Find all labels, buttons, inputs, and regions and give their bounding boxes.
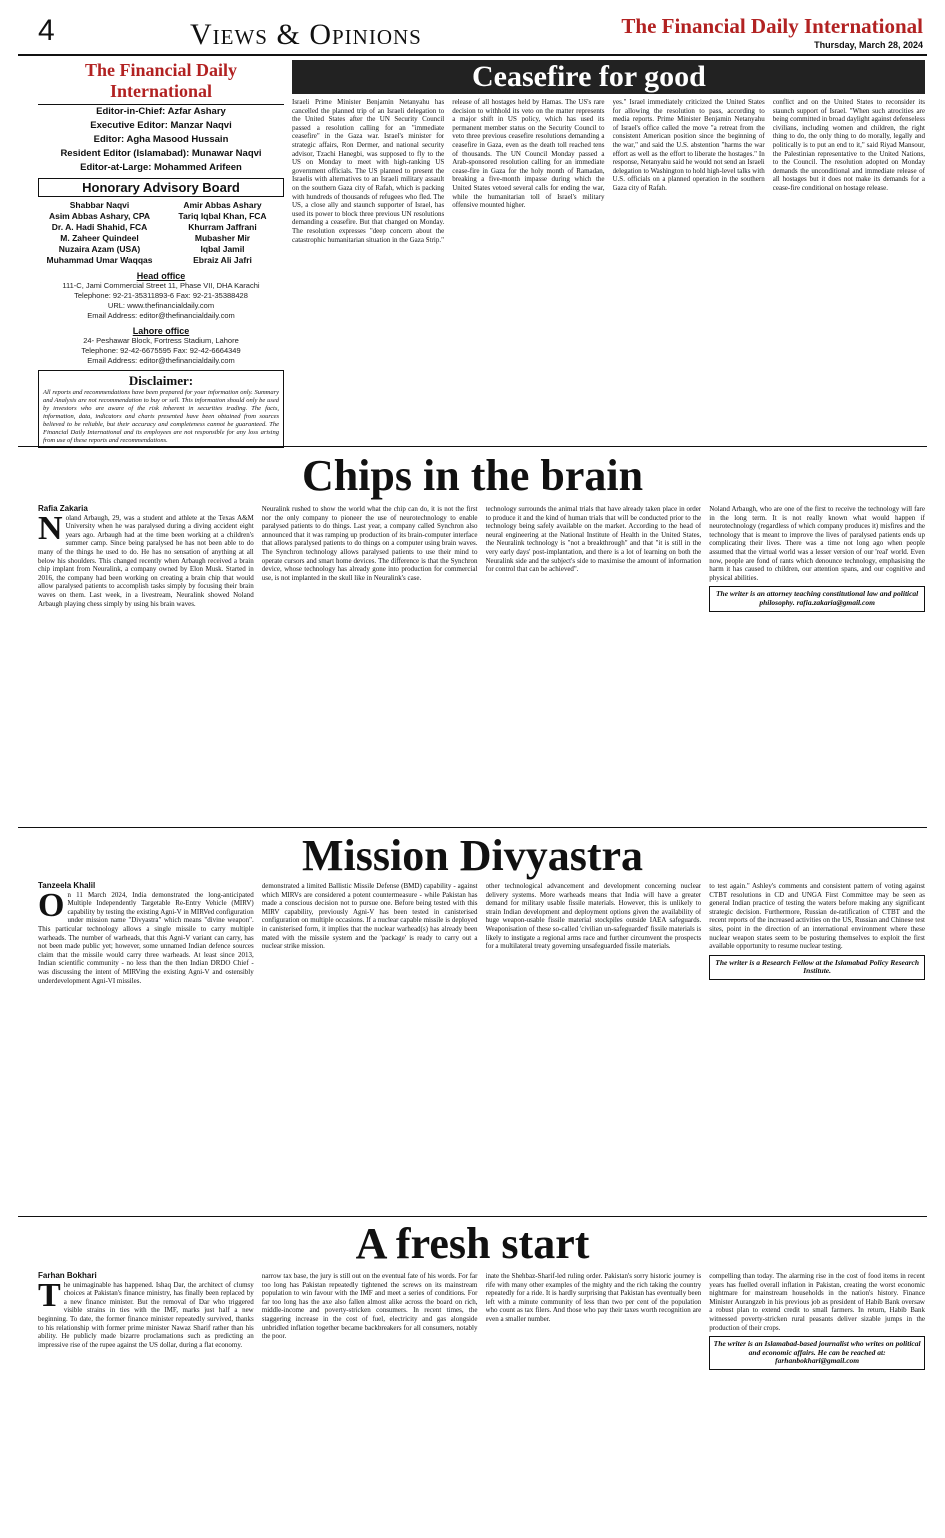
dropcap: N bbox=[38, 509, 63, 547]
advisor: Ebraiz Ali Jafri bbox=[193, 255, 252, 265]
divider bbox=[18, 446, 927, 447]
column-text: Noland Arbaugh, who are one of the first to receive the technology will fare in the long term. It is not really known what would happen if neurotechnology (regardless of which company produces it) misfires and the technology that is meant to improve the lives of paralysed patients ends up complicating their lives. There was a time not long ago when people assumed that the virtual world was a lesser version of our 'real' world. Even now, people are fond of rants which denounce technology, emphasising the harm it has caused to children, our attention spans, and our cognitive and physical abilities. bbox=[709, 505, 925, 582]
column-text: to test again." Ashley's comments and consistent pattern of voting against CTBT resolutions in CD and UNGA First Committee may be seen as general Indian practice of testing the waters before making any significant strategic decision. Furthermore, Russian de-ratification of CTBT and the recent reports of the increased activities on the US, Russian and Chinese test sites, point in the direction of an international environment where these nuclear weapon states seem to be posturing themselves to exploit the first available opportunity to resume nuclear testing. bbox=[709, 882, 925, 951]
lahore-office-line: Telephone: 92-42-6675595 Fax: 92-42-6664349 bbox=[81, 346, 241, 355]
article-column bbox=[709, 505, 925, 823]
paper-name: The Financial Daily International bbox=[621, 14, 923, 38]
article-column bbox=[709, 1272, 925, 1530]
article-column bbox=[486, 882, 702, 1212]
advisor: M. Zaheer Quindeel bbox=[60, 233, 139, 243]
column-text: other technological advancement and development concerning nuclear delivery systems. More warheads means that India will have a greater demand for military usable fissile materials. However, this is unlikely to strain Indian development and deployment options given the availability of huge weapon-usable fissile material stockpiles outside IAEA safeguards. Weaponisation of these so-called 'civilian un-safeguarded' fissile materials is likely to instigate a regional arms race and further circumvent the prospects for a multilateral treaty governing unsafeguarded fissile materials. bbox=[485, 882, 702, 951]
dropcap: T bbox=[38, 1276, 61, 1314]
editorial-column bbox=[613, 98, 765, 440]
column-text: oland Arbaugh, 29, was a student and athlete at the Texas A&M University when he was paralysed during a diving accident eight years ago. Arbaugh had at the time been working at a children's summer camp. Since being paralysed he has not been able to do many of the things he used to do. He has no sensation of anything at all below his shoulders. This changed recently when Arbaugh received a brain chip implant from Neuralink, a company owned by Elon Musk. Started in 2016, the company had been working on creating a brain chip that would allow paralysed patients to accomplish tasks simply by focusing their brain waves on them. Last week, in a livestream, Neuralink showed Noland Arbaugh playing chess simply by using his brain waves. bbox=[38, 513, 254, 608]
resident-editor: Resident Editor (Islamabad): Munawar Naqvi bbox=[60, 148, 262, 159]
advisory-left bbox=[38, 200, 161, 266]
disclaimer-heading: Disclaimer: bbox=[128, 373, 194, 388]
advisor: Mubasher Mir bbox=[194, 233, 251, 243]
article-column bbox=[262, 505, 478, 823]
masthead bbox=[38, 60, 284, 444]
editorial-body bbox=[292, 98, 925, 440]
lahore-office-email[interactable]: Email Address: editor@thefinancialdaily.com bbox=[87, 356, 235, 365]
column-text: narrow tax base, the jury is still out on the eventual fate of his words. For far too long has Pakistan repeatedly tightened the screws on its mainstream population to win favour with the IMF and meet a series of conditions. For far too long has the axe also fallen almost alike across the board on rich, middle-income and poverty-stricken consumers. In recent times, the staggering increase in the cost of fuel, electricity and gas alongside unbridled inflation together became backbreakers for all consumers, notably the poor. bbox=[261, 1272, 478, 1341]
article-headline: A fresh start bbox=[355, 1219, 590, 1268]
author-bio: The writer is a Research Fellow at the Islamabad Policy Research Institute. bbox=[709, 955, 925, 980]
section-title: Views & Opinions bbox=[190, 18, 422, 51]
advisor: Nuzaira Azam (USA) bbox=[58, 244, 141, 254]
editor-in-chief: Editor-in-Chief: Azfar Ashary bbox=[96, 106, 226, 117]
advisor: Iqbal Jamil bbox=[200, 244, 245, 254]
editor-at-large: Editor-at-Large: Mohammed Arifeen bbox=[80, 162, 242, 173]
byline: Tanzeela Khalil bbox=[38, 882, 96, 890]
divider bbox=[18, 1216, 927, 1217]
lahore-office-line: 24- Peshawar Block, Fortress Stadium, Lahore bbox=[83, 336, 239, 345]
article-headline: Chips in the brain bbox=[301, 451, 644, 500]
column-text: conflict and on the United States to reconsider its staunch support of Israel. "When such atrocities are being committed in broad daylight against defenseless civilians, including women and children, the right thing to do, the only thing to do morally, legally and politically is to put an end to it," said Riyad Mansour, the Palestinian representative to the United Nations, to the Council. The resolution adopted on Monday demands the unconditional and immediate release of all hostages but it does not make its demands for a cease-fire conditional on hostage release. bbox=[772, 98, 925, 192]
head-office-line: 111-C, Jami Commercial Street 11, Phase VII, DHA Karachi bbox=[62, 281, 260, 290]
advisor: Shabbar Naqvi bbox=[69, 200, 130, 210]
column-text: release of all hostages held by Hamas. The US's rare decision to withhold its veto on the matter represents a major shift in US policy, which has used its permanent member status on the Security Council to veto three previous ceasefire resolutions demanding a ceasefire in Gaza, even as the death toll reached tens of thousands. The UN Council Monday passed a Arab-sponsored resolution calling for an immediate cease-fire in Gaza for the holy month of Ramadan, breaking a five-month impasse during which the United States vetoed several calls for ending the war, while the humanitarian toll of Israel's military offensive mounted higher. bbox=[452, 98, 605, 210]
advisor: Tariq Iqbal Khan, FCA bbox=[178, 211, 267, 221]
head-office-url[interactable]: URL: www.thefinancialdaily.com bbox=[107, 301, 215, 310]
byline: Farhan Bokhari bbox=[38, 1272, 97, 1280]
advisory-board bbox=[38, 200, 284, 266]
article-column bbox=[38, 1272, 254, 1530]
executive-editor: Executive Editor: Manzar Naqvi bbox=[90, 120, 232, 131]
article-headline: Mission Divyastra bbox=[302, 831, 643, 880]
header-rule bbox=[18, 54, 927, 56]
column-text: technology surrounds the animal trials that have already taken place in order to produce it and the kind of human trials that will be conducted prior to the technology being safely available on the market. According to the head of neural engineering at the National Institute of Health in the United States, the Neuralink technology is "not a breakthrough" and that "it is still in the very early days' post-implantation, and there is a lot of learning on both the Neuralink side and the subject's side to maximise the amount of information for control that can be achieved". bbox=[485, 505, 702, 574]
column-text: Israeli Prime Minister Benjamin Netanyahu has cancelled the planned trip of an Israeli delegation to the United States after the UN Security Council passed a resolution calling for an "immediate ceasefire" in the Gaza war. Israel's minister for strategic affairs, Ron Dermer, and national security advisor, Tzachi Hanegbi, was supposed to fly to the US on Monday to meet with high-ranking US government officials. The US planned to present the Israelis with alternatives to an Israeli military assault on the southern Gaza city of Rafah, which is packing with hundreds of thousands of refugees who fled. The US, a close ally and staunch supporter of Israel, has used its power to block three previous UN resolutions demanding a ceasefire. But that changed on Monday. The resolution expresses "deep concern about the catastrophic humanitarian situation in the Gaza Strip." bbox=[292, 98, 445, 244]
article-column bbox=[38, 505, 254, 823]
column-text: yes." Israel immediately criticized the United States for allowing the resolution to pass, according to media reports. Prime Minister Benjamin Netanyahu of Israel's office called the move "a retreat from the consistent American position since the beginning of the war," and said the U.S. abstention "harms the war effort as well as the effort to liberate the hostages." In response, Netanyahu said he would not send an Israeli delegation to Washington to hold high-level talks with U.S. officials on a planned operation in the southern Gaza city of Rafah. bbox=[612, 98, 765, 192]
issue-date: Thursday, March 28, 2024 bbox=[814, 40, 923, 50]
advisor: Amir Abbas Ashary bbox=[183, 200, 262, 210]
byline: Rafia Zakaria bbox=[38, 505, 88, 513]
head-office-email[interactable]: Email Address: editor@thefinancialdaily.com bbox=[87, 311, 235, 320]
column-text: compelling than today. The alarming rise in the cost of food items in recent years has fuelled overall inflation in Pakistan, creating the worst economic nightmare for mainstream households in the nation's history. Finance Minister Aurangzeb in his previous job as president of Habib Bank oversaw a robust plan to extend credit to small farmers. In return, Habib Bank witnessed poverty-stricken rural peasants deliver sizable jumps in the production of their crops. bbox=[709, 1272, 925, 1332]
lahore-office-heading: Lahore office bbox=[132, 326, 190, 336]
article-column bbox=[262, 882, 478, 1212]
advisor: Asim Abbas Ashary, CPA bbox=[48, 211, 151, 221]
article-column bbox=[486, 1272, 702, 1530]
article-body bbox=[38, 882, 925, 1212]
advisory-heading: Honorary Advisory Board bbox=[38, 178, 284, 197]
author-bio: The writer is an attorney teaching constitutional law and political philosophy. rafia.zakaria@gmail.com bbox=[709, 586, 925, 611]
divider bbox=[18, 827, 927, 828]
advisory-right bbox=[161, 200, 284, 266]
advisor: Muhammad Umar Waqqas bbox=[46, 255, 153, 265]
column-text: he unimaginable has happened. Ishaq Dar, the architect of clumsy choices at Pakistan's finance ministry, has finally been replaced by a new finance minister. But the removal of Dar who triggered visible strains in ties with the IMF, marks just half a new beginning. To date, the former finance minister repeatedly survived, thanks to his relationship with former prime minister Nawaz Sharif rather than his ability. He publicly made bizarre proclamations such as predicting an impressive rise of the rupee against the US dollar, during a flat economy. bbox=[38, 1280, 254, 1349]
disclaimer-box bbox=[38, 370, 284, 448]
dropcap: O bbox=[38, 886, 65, 924]
editor: Editor: Agha Masood Hussain bbox=[93, 134, 229, 145]
article-column bbox=[262, 1272, 478, 1530]
masthead-title: The Financial Daily International bbox=[38, 60, 284, 105]
article-column bbox=[38, 882, 254, 1212]
column-text: Neuralink rushed to show the world what the chip can do, it is not the first nor the only company to pioneer the use of neurotechnology to enable paralysed patients to do things. Last year, a company called Synchron also announced that it was ramping up production of its brain-computer interface that allows paralysed patients to do things on a computer using brain waves. The Synchron technology allows paralysed patients to use their mind to operate cursors and smart home devices. The difference is that the Synchron device, whose technology has already gone into production for commercial use, is not implanted in the skull like in Neuralink's case. bbox=[261, 505, 478, 582]
head-office-heading: Head office bbox=[136, 271, 186, 281]
advisor: Khurram Jaffrani bbox=[188, 222, 257, 232]
editorial-column bbox=[452, 98, 604, 440]
article-column bbox=[486, 505, 702, 823]
author-bio: The writer is an Islamabad-based journalist who writes on political and economic affairs. He can be reached at: farhanbokhari@gmail.com bbox=[709, 1336, 925, 1370]
page-number: 4 bbox=[38, 14, 55, 47]
column-text: demonstrated a limited Ballistic Missile Defense (BMD) capability - against which MIRVs are considered a potent countermeasure - while Pakistan has made a conscious decision not to pursue one. Before being tested with this MIRV capability, previously Agni-V has been tested in canisterised configuration on multiple occasions. If a nuclear capable missile is deployed in canisterised form, it implies that the nuclear warhead(s) has already been mated with the missile system and the 'package' is ready to carry out a nuclear strike mission. bbox=[261, 882, 478, 951]
editorial-column bbox=[773, 98, 925, 440]
head-office-line: Telephone: 92-21-35311893-6 Fax: 92-21-35388428 bbox=[74, 291, 248, 300]
editorial-column bbox=[292, 98, 444, 440]
disclaimer-text: All reports and recommendations have been prepared for your information only. Summary and Analysis are not recommendation to buy or sell. This information should only be used by investors who are aware of the risk inherent in securities trading. The facts, information, data, indicators and charts presented have been obtained from sources believed to be reliable, but their accuracy and completeness cannot be guaranteed. The Financial Daily International and its employees are not responsible for any loss arising from use of these reports and recommendations. bbox=[43, 389, 279, 444]
article-body bbox=[38, 505, 925, 823]
advisor: Dr. A. Hadi Shahid, FCA bbox=[51, 222, 148, 232]
article-body bbox=[38, 1272, 925, 1530]
article-column bbox=[709, 882, 925, 1212]
column-text: inate the Shehbaz-Sharif-led ruling order. Pakistan's sorry historic journey is rife with many other examples of the mighty and the rich taking the country repeatedly for a ride. It is hardly surprising that Pakistan has eventually been left with a minute community of less than two per cent of the population who count as tax filers. And those who pay their taxes worth recognition are even a smaller number. bbox=[485, 1272, 702, 1323]
column-text: n 11 March 2024, India demonstrated the long-anticipated Multiple Independently Targetable Re-Entry Vehicle (MIRV) capability by testing the existing Agni-V in MIRVed configuration under mission name "Divyastra" which means "divine weapon". This particular technology allows a single missile to carry multiple warheads. The number of warheads, that this Agni-V variant can carry, has not been made public yet; however, some unnamed Indian defence sources claim that the missile would carry three warheads. At least since 2013, Indian scientific community - no less than the then Indian DRDO Chief - was discussing the intent of MIRVing the existing Agni-V and ostensibly underdevelopment Agni-VI missiles. bbox=[38, 890, 254, 985]
editorial-headline: Ceasefire for good bbox=[292, 60, 925, 94]
